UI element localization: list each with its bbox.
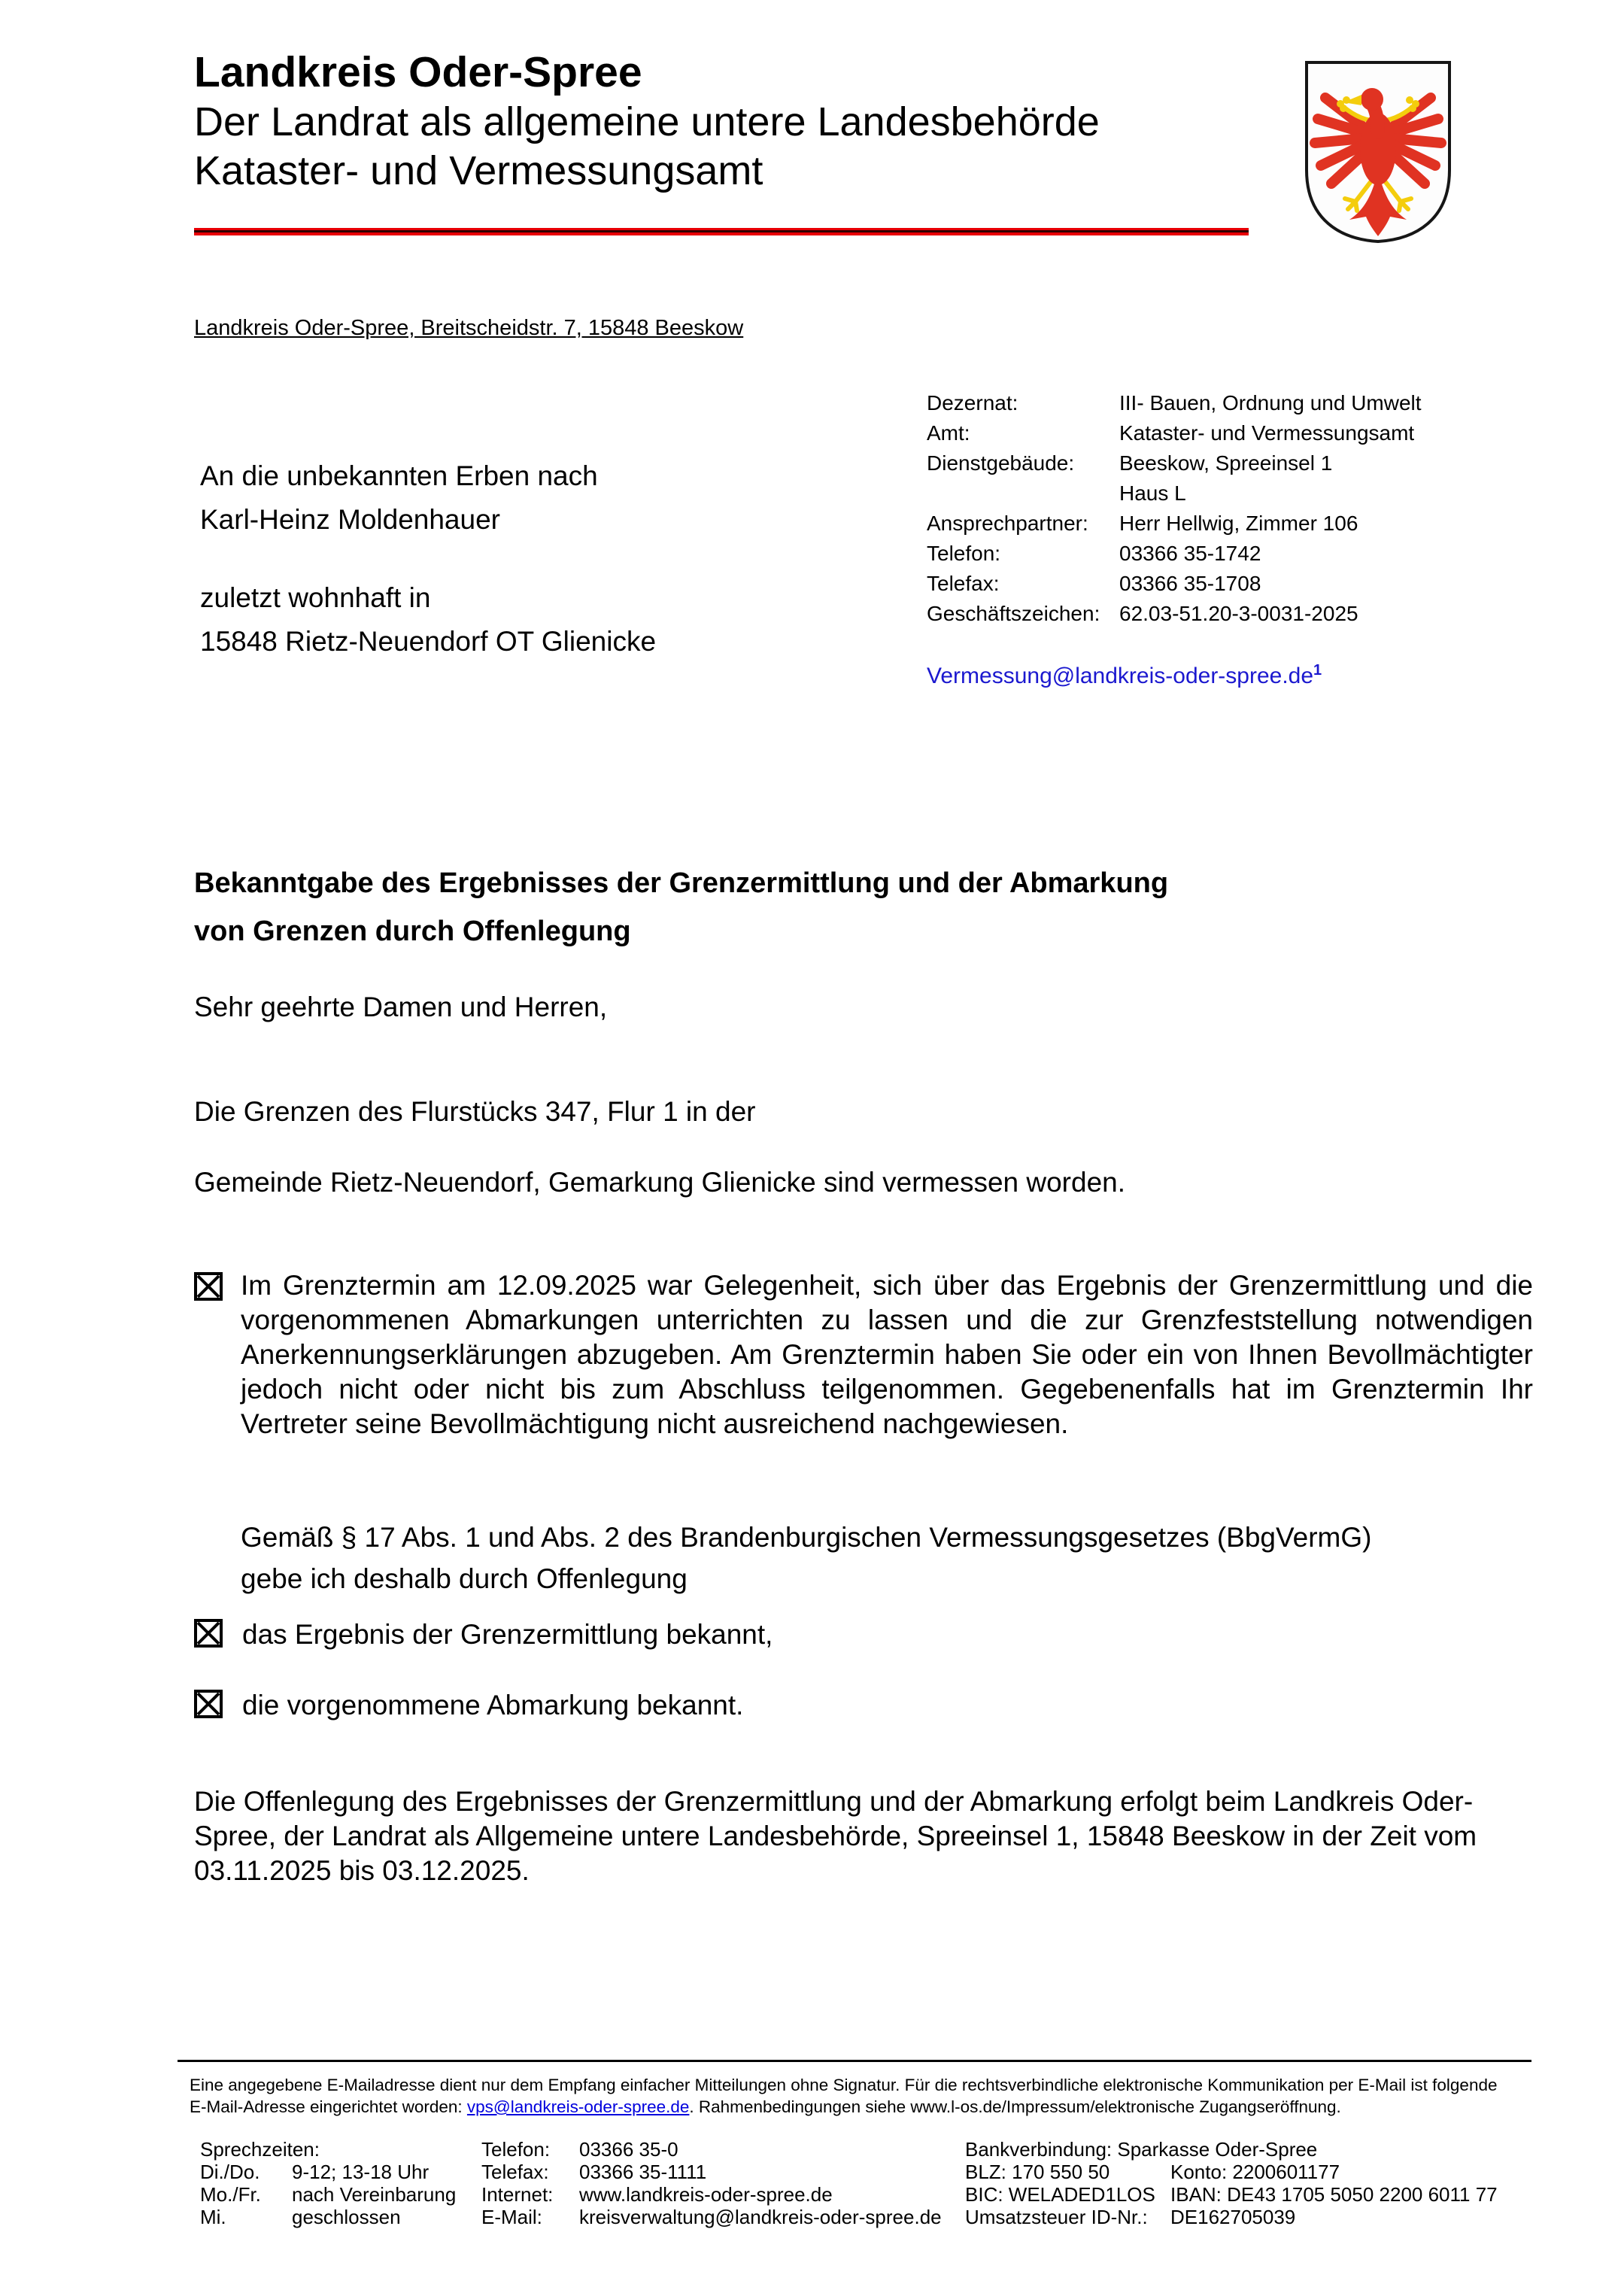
- footer-contact: [481, 2138, 942, 2228]
- info-label: Telefax:: [927, 572, 1000, 595]
- contact-label: Telefon:: [481, 2138, 551, 2161]
- contact-label: Internet:: [481, 2183, 554, 2206]
- info-row: [927, 509, 1544, 539]
- info-label: Dienstgebäude:: [927, 451, 1075, 475]
- recipient-block: [200, 454, 656, 664]
- bank-row: [965, 2183, 1498, 2206]
- org-subtitle-2: Kataster- und Vermessungsamt: [194, 148, 763, 193]
- info-label: [927, 478, 1119, 509]
- info-label: Telefon:: [927, 542, 1001, 565]
- info-label: Geschäftszeichen:: [927, 602, 1100, 625]
- info-value: Haus L: [1119, 481, 1186, 505]
- law-paragraph-line-1: Gemäß § 17 Abs. 1 und Abs. 2 des Brandenburgischen Vermessungsgesetzes (BbgVermG): [241, 1522, 1372, 1553]
- office-hours-day: Mi.: [200, 2206, 226, 2228]
- contact-row: [481, 2183, 942, 2206]
- recipient-line: An die unbekannten Erben nach: [200, 460, 598, 491]
- paragraph-municipality: Gemeinde Rietz-Neuendorf, Gemarkung Glienicke sind vermessen worden.: [194, 1167, 1126, 1198]
- info-row: [927, 599, 1544, 629]
- department-email-text: Vermessung@landkreis-oder-spree.de: [927, 664, 1314, 688]
- bank-cell: BLZ: 170 550 50: [965, 2161, 1110, 2183]
- contact-value: kreisverwaltung@landkreis-oder-spree.de: [579, 2206, 942, 2228]
- contact-row: [481, 2138, 942, 2161]
- grenztermin-paragraph-text: Im Grenztermin am 12.09.2025 war Gelegenheit, sich über das Ergebnis der Grenzermittlung und die vorgenommenen Abmarkungen unterrichten zu lassen und die zur Grenzfeststellung notwendigen Anerkennungserklärungen abzugeben. Am Grenztermin haben Sie oder ein von Ihnen Bevollmächtigter jedoch nicht oder nicht bis zum Abschluss teilgenommen. Gegebenenfalls hat im Grenztermin Ihr Vertreter seine Bevollmächtigung nicht ausreichend nachgewiesen.: [241, 1270, 1533, 1439]
- office-hours-row: [200, 2206, 456, 2228]
- grenztermin-paragraph: [194, 1268, 1533, 1441]
- footer-legal-note: [190, 2074, 1507, 2118]
- contact-label: E-Mail:: [481, 2206, 542, 2228]
- office-hours-title: Sprechzeiten:: [200, 2138, 320, 2161]
- bank-title: Bankverbindung: Sparkasse Oder-Spree: [965, 2138, 1318, 2161]
- footer-note-before: Eine angegebene E-Mailadresse dient nur dem Empfang einfacher Mitteilungen ohne Signatur. Für die rechtsverbindliche elektronische Kommunikation per E-Mail ist folgende E-Mail-Adresse eingerichtet worden:: [190, 2076, 1498, 2116]
- checked-checkbox-icon: [194, 1690, 223, 1718]
- footer-office-hours: [200, 2138, 456, 2228]
- info-value: 62.03-51.20-3-0031-2025: [1119, 602, 1358, 625]
- subject-line: [194, 859, 1168, 955]
- info-value: Herr Hellwig, Zimmer 106: [1119, 512, 1358, 535]
- bank-cell: BIC: WELADED1LOS: [965, 2183, 1155, 2206]
- info-row: [927, 388, 1544, 418]
- info-row: [927, 418, 1544, 448]
- recipient-line: zuletzt wohnhaft in: [200, 582, 431, 613]
- salutation: Sehr geehrte Damen und Herren,: [194, 992, 608, 1022]
- info-row: [927, 478, 1544, 509]
- recipient-line: Karl-Heinz Moldenhauer: [200, 504, 500, 535]
- subject-line-2: von Grenzen durch Offenlegung: [194, 916, 631, 947]
- bank-cell: IBAN: DE43 1705 5050 2200 6011 77: [1170, 2183, 1498, 2206]
- footer-bank: [965, 2138, 1498, 2228]
- office-hours-day: Di./Do.: [200, 2161, 260, 2183]
- contact-row: [481, 2161, 942, 2183]
- info-label: Ansprechpartner:: [927, 512, 1088, 535]
- vps-email-link[interactable]: vps@landkreis-oder-spree.de: [466, 2097, 690, 2116]
- header-red-rule: [194, 228, 1249, 235]
- contact-value: www.landkreis-oder-spree.de: [579, 2183, 833, 2206]
- recipient-line: 15848 Rietz-Neuendorf OT Glienicke: [200, 626, 657, 657]
- info-row: [927, 569, 1544, 599]
- contact-label: Telefax:: [481, 2161, 549, 2183]
- bank-row: [965, 2161, 1498, 2183]
- info-label: Dezernat:: [927, 391, 1018, 415]
- info-value: III- Bauen, Ordnung und Umwelt: [1119, 391, 1422, 415]
- recipient-gap: [200, 542, 656, 576]
- office-hours-row: [200, 2183, 456, 2206]
- org-title: Landkreis Oder-Spree: [194, 48, 642, 96]
- office-hours-time: geschlossen: [292, 2206, 401, 2228]
- offenlegung-paragraph: Die Offenlegung des Ergebnisses der Grenzermittlung und der Abmarkung erfolgt beim Landkreis Oder-Spree, der Landrat als Allgemeine untere Landesbehörde, Spreeinsel 1, 15848 Beeskow in der Zeit vom 03.11.2025 bis 03.12.2025.: [194, 1786, 1477, 1886]
- bank-cell: DE162705039: [1170, 2206, 1296, 2228]
- office-hours-time: 9-12; 13-18 Uhr: [292, 2161, 430, 2183]
- office-hours-time: nach Vereinbarung: [292, 2183, 457, 2206]
- contact-row: [481, 2206, 942, 2228]
- paragraph-parcel: Die Grenzen des Flurstücks 347, Flur 1 in der: [194, 1096, 756, 1127]
- office-hours-day: Mo./Fr.: [200, 2183, 261, 2206]
- info-block: [927, 388, 1544, 629]
- info-label: Amt:: [927, 421, 970, 445]
- info-value: 03366 35-1708: [1119, 572, 1261, 595]
- info-row: [927, 539, 1544, 569]
- law-paragraph: [241, 1517, 1371, 1599]
- checkbox-item-grenzermittlung: [194, 1617, 773, 1652]
- checkbox-item-abmarkung: [194, 1688, 743, 1723]
- info-row: [927, 448, 1544, 478]
- return-address: Landkreis Oder-Spree, Breitscheidstr. 7, 15848 Beeskow: [194, 316, 744, 340]
- department-email-link[interactable]: [927, 662, 1322, 689]
- footer-divider: [178, 2060, 1531, 2062]
- letterhead: [194, 47, 1100, 196]
- org-subtitle-1: Der Landrat als allgemeine untere Landesbehörde: [194, 99, 1100, 144]
- office-hours-row: [200, 2161, 456, 2183]
- checked-checkbox-icon: [194, 1619, 223, 1648]
- contact-value: 03366 35-0: [579, 2138, 678, 2161]
- bank-row: [965, 2206, 1498, 2228]
- law-paragraph-line-2: gebe ich deshalb durch Offenlegung: [241, 1563, 688, 1594]
- info-value: Kataster- und Vermessungsamt: [1119, 421, 1415, 445]
- subject-line-1: Bekanntgabe des Ergebnisses der Grenzermittlung und der Abmarkung: [194, 867, 1169, 899]
- checkbox-item-label: die vorgenommene Abmarkung bekannt.: [242, 1690, 744, 1720]
- info-value: 03366 35-1742: [1119, 542, 1261, 565]
- bank-cell: Umsatzsteuer ID-Nr.:: [965, 2206, 1148, 2228]
- bank-cell: Konto: 2200601177: [1170, 2161, 1340, 2183]
- info-value: Beeskow, Spreeinsel 1: [1119, 451, 1333, 475]
- checkbox-item-label: das Ergebnis der Grenzermittlung bekannt,: [242, 1619, 773, 1650]
- footer-note-after: . Rahmenbedingungen siehe www.l-os.de/Impressum/elektronische Zugangseröffnung.: [689, 2097, 1341, 2116]
- brandenburg-coat-of-arms-icon: [1301, 57, 1455, 245]
- email-footnote-marker: 1: [1313, 662, 1322, 679]
- checked-checkbox-icon: [194, 1272, 223, 1301]
- contact-value: 03366 35-1111: [579, 2161, 707, 2183]
